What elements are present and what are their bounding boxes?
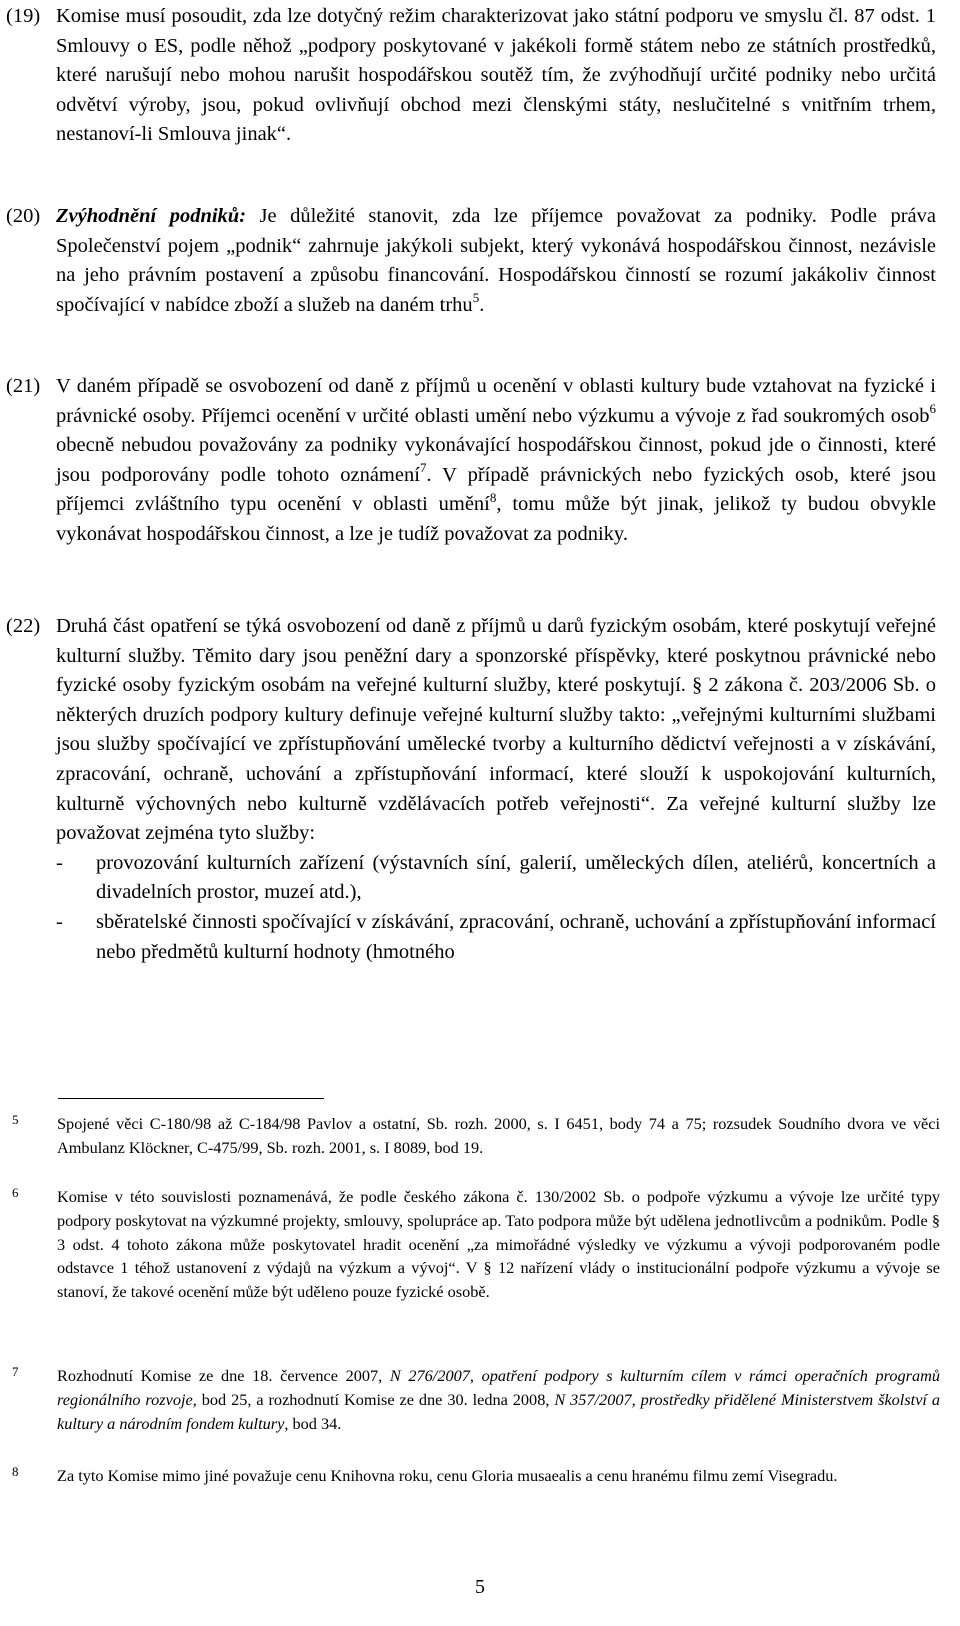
footnote-ref[interactable]: 6	[929, 400, 936, 416]
list-item: - sběratelské činnosti spočívající v získávání, zpracování, ochraně, uchování a zpřístupňování informací nebo předmětů kulturní hodnoty (hmotného	[56, 908, 936, 967]
paragraph-22	[6, 612, 936, 967]
footnote-mark: 8	[12, 1464, 19, 1479]
paragraph-number: (19)	[6, 5, 41, 27]
paragraph-19	[6, 2, 936, 150]
footnote-mark: 7	[12, 1364, 19, 1379]
paragraph-21	[6, 372, 936, 550]
footnote-text: Rozhodnutí Komise ze dne 18. července 2007, N 276/2007, opatření podpory s kulturním cílem v rámci operačních programů regionálního rozvoje, bod 25, a rozhodnutí Komise ze dne 30. ledna 2008, N 357/2007, prostředky přidělené Ministerstvem školství a kultury a národním fondem kultury, bod 34.	[57, 1366, 941, 1433]
footnote-separator	[58, 1098, 324, 1099]
paragraph-20	[6, 202, 936, 320]
footnote-7	[0, 1364, 940, 1435]
paragraph-text: Zvýhodnění podniků: Je důležité stanovit, zda lze příjemce považovat za podniky. Podle práva Společenství pojem „podnik“ zahrnuje jakýkoli subjekt, který vykonává hospodářskou činnost, nezávisle na jeho právním postavení a způsobu financování. Hospodářskou činností se rozumí jakákoliv činnost spočívající v nabídce zboží a služeb na daném trhu$^5$.	[56, 205, 937, 316]
footnote-6	[0, 1185, 940, 1304]
footnote-mark: 5	[12, 1112, 19, 1127]
paragraph-number: (22)	[6, 615, 41, 637]
list-dash: -	[56, 851, 63, 874]
footnote-text: Spojené věci C-180/98 až C-184/98 Pavlov a ostatní, Sb. rozh. 2000, s. I 6451, body 74 a 75; rozsudek Soudního dvora ve věci Ambulanz Klöckner, C-475/99, Sb. rozh. 2001, s. I 8089, bod 19.	[57, 1114, 940, 1157]
footnote-ref[interactable]: 7	[419, 459, 427, 475]
paragraph-text: V daném případě se osvobození od daně z příjmů u ocenění v oblasti kultury bude vztahovat na fyzické i právnické osoby. Příjemci ocenění v určité oblasti umění nebo výzkumu a vývoje z řad soukromých osob$^6$ obecně nebudou považovány za podniky vykonávající hospodářskou činnost, pokud jde o činnosti, které jsou podporovány podle tohoto oznámení$^7$. V případě právnických nebo fyzických osob, které jsou příjemci zvláštního typu ocenění v oblasti umění$^8$, tomu může být jinak, jelikož ty budou obvykle vykonávat hospodářskou činnost, a lze je tudíž považovat za podniky.	[56, 375, 936, 545]
paragraph-number: (21)	[6, 375, 41, 397]
list-dash: -	[56, 910, 63, 933]
list-item: - provozování kulturních zařízení (výstavních síní, galerií, uměleckých dílen, ateliérů, koncertních a divadelních prostor, muzeí atd.),	[56, 849, 936, 908]
footnote-text: Za tyto Komise mimo jiné považuje cenu Knihovna roku, cenu Gloria musaealis a cenu hranému filmu zemí Visegradu.	[57, 1466, 838, 1485]
footnote-text: Komise v této souvislosti poznamenává, že podle českého zákona č. 130/2002 Sb. o podpoře výzkumu a vývoje lze určité typy podpory poskytovat na výzkumné projekty, smlouvy, spolupráce ap. Tato podpora může být udělena jednotlivcům a podnikům. Podle § 3 odst. 4 tohoto zákona může poskytovatel hradit ocenění „za mimořádné výsledky ve výzkumu a vývoji podporovaném podle odstavce 1 téhož ustanovení z výdajů na výzkum a vývoj“. V § 12 nařízení vlády o institucionální podpoře výzkumu a vývoje se stanoví, že takové ocenění může být uděleno pouze fyzické osobě.	[57, 1187, 940, 1302]
footnote-mark: 6	[12, 1185, 19, 1200]
paragraph-text: Komise musí posoudit, zda lze dotyčný režim charakterizovat jako státní podporu ve smyslu čl. 87 odst. 1 Smlouvy o ES, podle něhož „podpory poskytované v jakékoli formě státem nebo ze státních prostředků, které narušují nebo mohou narušit hospodářskou soutěž tím, že zvýhodňují určité podniky nebo určitá odvětví výroby, jsou, pokud ovlivňují obchod mezi členskými státy, neslučitelné s vnitřním trhem, nestanoví-li Smlouva jinak“.	[56, 5, 936, 146]
paragraph-number: (20)	[6, 205, 41, 227]
footnote-5	[0, 1112, 940, 1160]
footnote-ref[interactable]: 8	[489, 489, 497, 505]
paragraph-text: Druhá část opatření se týká osvobození od daně z příjmů u darů fyzickým osobám, které poskytují veřejné kulturní služby. Těmito dary jsou peněžní dary a sponzorské příspěvky, které poskytnou právnické nebo fyzické osoby fyzickým osobám na veřejné kulturní služby, které poskytují. § 2 zákona č. 203/2006 Sb. o některých druzích podpory kultury definuje veřejné kulturní služby takto: „veřejnými kulturními službami jsou služby spočívající ve zpřístupňování umělecké tvorby a kulturního dědictví veřejnosti a v získávání, zpracování, ochraně, uchování a zpřístupňování informací, které slouží k uspokojování kulturních, kulturně výchovných nebo kulturně vzdělávacích potřeb veřejnosti“. Za veřejné kulturní služby lze považovat zejména tyto služby: - provozování kulturních zařízení (výstavních síní, galerií, uměleckých dílen, ateliérů, koncertních a divadelních prostor, muzeí atd.), - sběratelské činnosti spočívající v získávání, zpracování, ochraně, uchování a zpřístupňování informací nebo předmětů kulturní hodnoty (hmotného	[56, 612, 936, 967]
paragraph-heading: Zvýhodnění podniků:	[56, 205, 247, 227]
page-number: 5	[475, 1576, 485, 1598]
footnote-8	[0, 1464, 940, 1488]
footnote-ref[interactable]: 5	[472, 289, 480, 305]
